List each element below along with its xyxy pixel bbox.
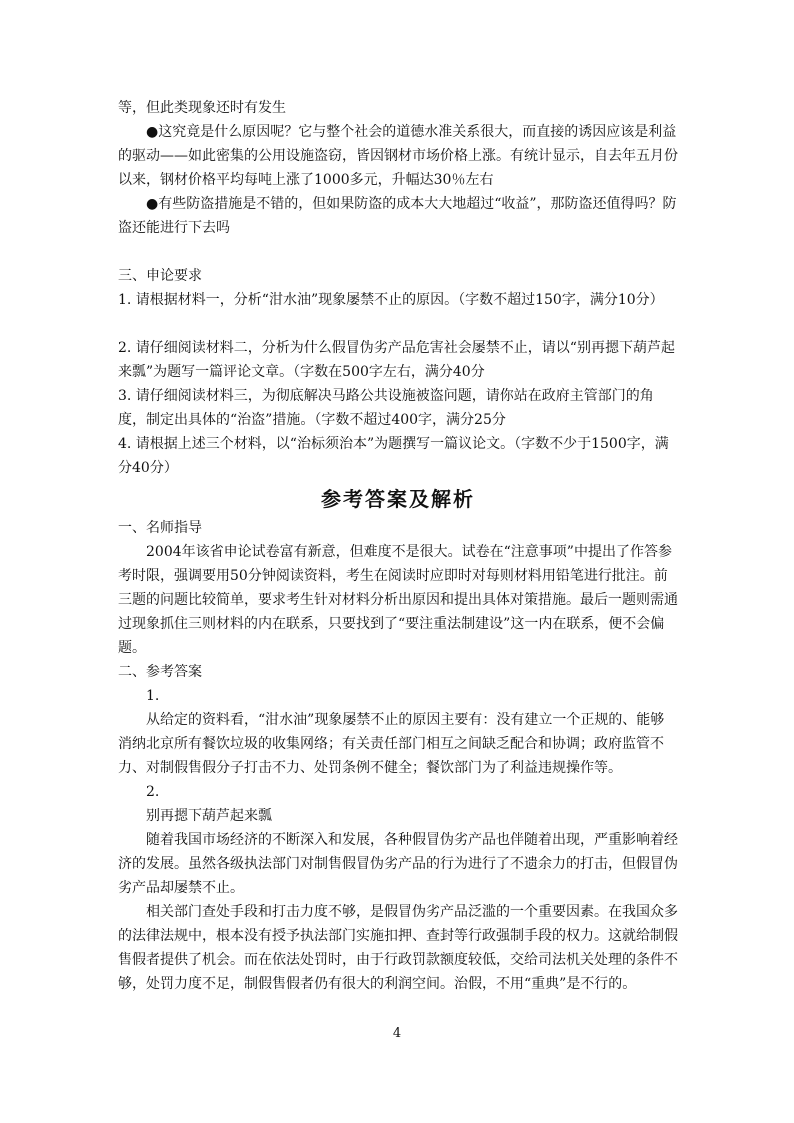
page-number: 4 [392, 1026, 402, 1041]
answer-2-title: 别再摁下葫芦起来瓢 [146, 808, 272, 824]
answer-2-paragraph-2: 相关部门查处手段和打击力度不够，是假冒伪劣产品泛滥的一个重要因素。在我国众多的法律法规中，根本没有授予执法部门实施扣押、查封等行政强制手段的权力。这就给制假售假者提供了机会。而在依法处罚时，由于行政罚款额度较低，交给司法机关处理的条件不够，处罚力度不足，制假售假者仍有很大的利润空间。治假，不用“重典”是不行的。 [118, 904, 678, 992]
answer-1-number: 1. [146, 688, 160, 704]
answer-1-text: 从给定的资料看，“泔水油”现象屡禁不止的原因主要有：没有建立一个正规的、能够消纳北京所有餐饮垃圾的收集网络；有关责任部门相互之间缺乏配合和协调；政府监管不力、对制假售假分子打击不力、处罚条例不健全；餐饮部门为了利益违规操作等。 [118, 712, 665, 776]
material-bullet-2: ●有些防盗措施是不错的，但如果防盗的成本大大地超过“收益”，那防盗还值得吗？防盗还能进行下去吗 [118, 196, 677, 236]
answer-2-number: 2. [146, 784, 160, 800]
answer-2-paragraph-1: 随着我国市场经济的不断深入和发展，各种假冒伪劣产品也伴随着出现，严重影响着经济的发展。虽然各级执法部门对制售假冒伪劣产品的行为进行了不遗余力的打击，但假冒伪劣产品却屡禁不止。 [118, 832, 678, 896]
guidance-text: 2004年该省申论试卷富有新意，但难度不是很大。试卷在“注意事项”中提出了作答参考时限，强调要用50分钟阅读资料，考生在阅读时应即时对每则材料用铅笔进行批注。前三题的问题比较简单，要求考生针对材料分析出原因和提出具体对策措施。最后一题则需通过现象抓住三则材料的内在联系，只要找到了“要注重法制建设”这一内在联系，便不会偏题。 [118, 544, 678, 656]
requirement-2: 2. 请仔细阅读材料二，分析为什么假冒伪劣产品危害社会屡禁不止，请以“别再摁下葫芦起来瓢”为题写一篇评论文章。（字数在500字左右，满分40分 [118, 340, 675, 380]
spacer [118, 240, 678, 264]
requirements-heading: 三、申论要求 [118, 268, 202, 284]
requirement-4: 4. 请根据上述三个材料，以“治标须治本”为题撰写一篇议论文。（字数不少于1500字，满分40分） [118, 436, 669, 476]
material-bullet-1: ●这究竟是什么原因呢？它与整个社会的道德水准关系很大，而直接的诱因应该是利益的驱动——如此密集的公用设施盗窃，皆因钢材市场价格上涨。有统计显示，自去年五月份以来，钢材价格平均每吨上涨了1000多元，升幅达30％左右 [118, 124, 678, 188]
spacer [118, 312, 678, 336]
requirement-3: 3. 请仔细阅读材料三，为彻底解决马路公共设施被盗问题，请你站在政府主管部门的角度，制定出具体的“治盗”措施。（字数不超过400字，满分25分 [118, 388, 654, 428]
answers-title: 参考答案及解析 [321, 487, 475, 511]
requirement-1: 1. 请根据材料一，分析“泔水油”现象屡禁不止的原因。（字数不超过150字，满分10分） [118, 292, 664, 308]
section-heading-answers: 二、参考答案 [118, 664, 202, 680]
page-body [118, 96, 678, 996]
material-line: 等，但此类现象还时有发生 [118, 100, 286, 116]
section-heading-guidance: 一、名师指导 [118, 520, 202, 536]
